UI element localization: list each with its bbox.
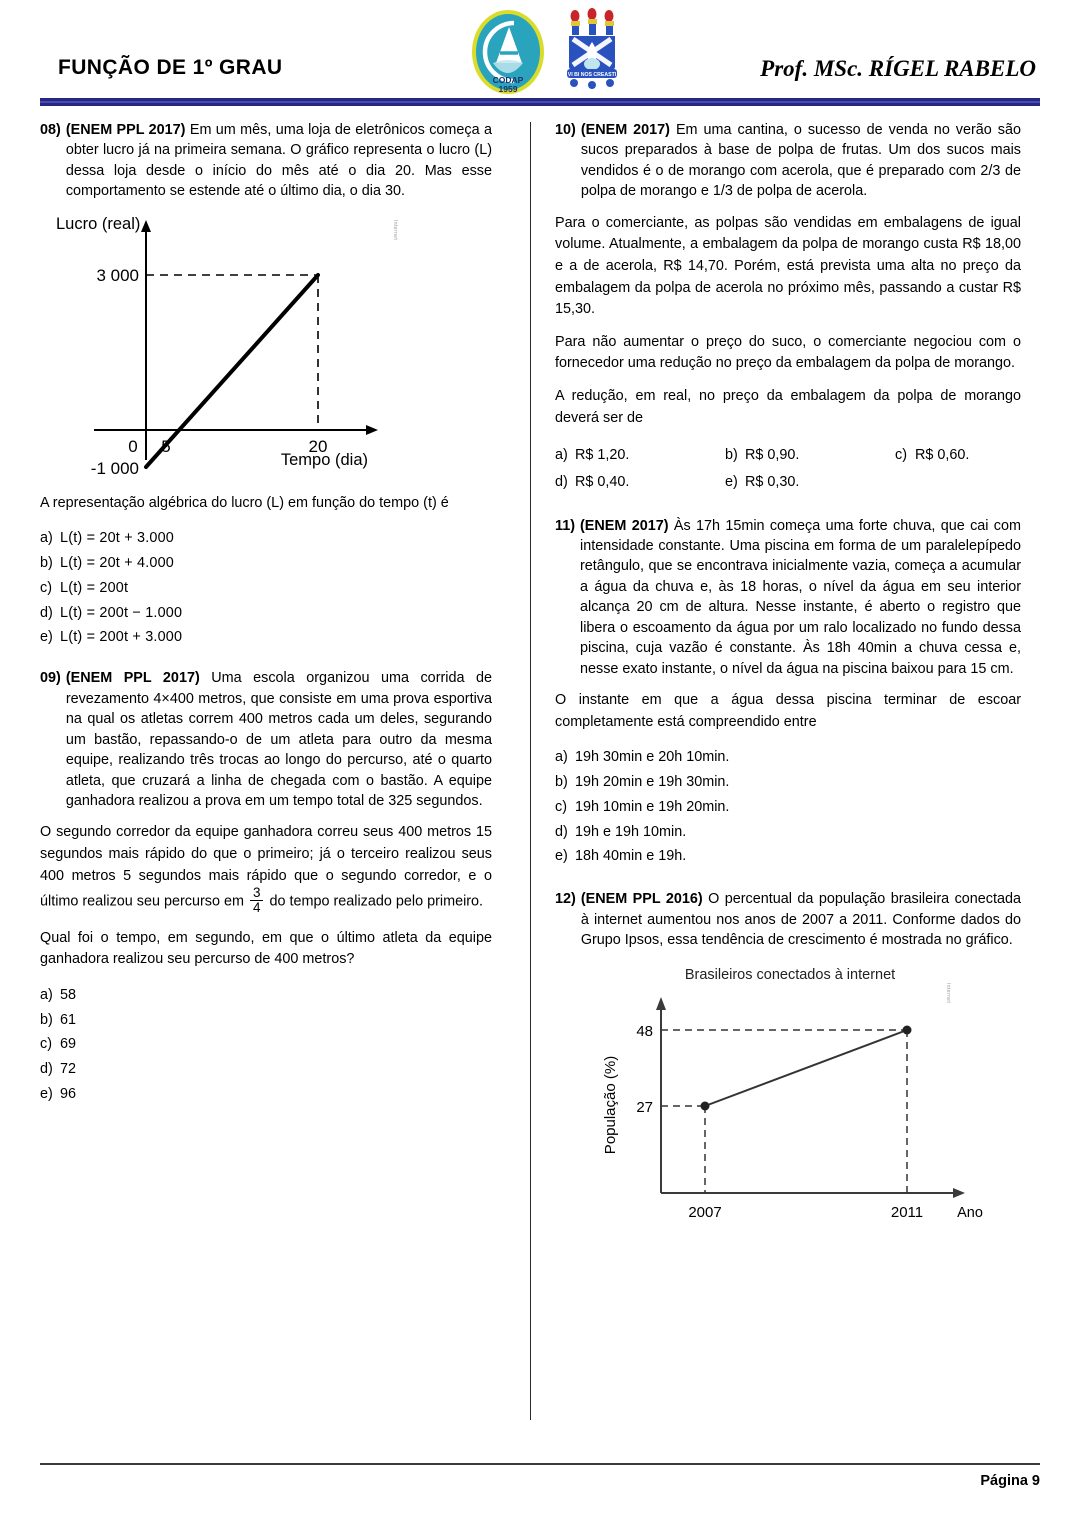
question-12-number: 12) [555,891,576,908]
question-11-source: (ENEM 2017) [580,517,669,534]
question-11 [555,516,1021,680]
question-08-prompt: A representação algébrica do lucro (L) em função do tempo (t) é [40,494,449,511]
page-footer [40,1463,1040,1489]
option-value: L(t) = 200t − 1.000 [60,604,183,621]
chart2-title: Brasileiros conectados à internet [684,966,896,983]
option-label: a) [40,530,53,547]
column-divider [530,122,531,1420]
question-10-option-c[interactable] [895,442,1065,469]
option-label: c) [555,798,567,815]
question-08-statement [66,120,492,202]
question-10-statement [581,120,1021,202]
option-label: a) [555,749,568,766]
chart1-xtick-20: 20 [308,436,328,456]
question-11-option-d[interactable] [555,820,1021,845]
option-label: d) [555,473,568,490]
option-label: d) [555,823,568,840]
option-value: 19h 20min e 19h 30min. [575,774,730,791]
chart1-ytick-neg1000: -1 000 [90,458,139,477]
question-09-statement-text: Uma escola organizou uma corrida de revezamento 4×400 metros, que consiste em uma prova esportiva na qual os atletas correm 400 metros cada um deles, segurando um bastão, repassando-o de um atleta para outro da mesma equipe, realizando três trocas ao longo do percurso, até o quarto atleta, que cruzará a linha de chegada com o bastão. A equipe ganhadora realizou a prova em um tempo total de 325 segundos. [65,670,492,809]
question-08-option-c[interactable] [40,576,492,601]
question-08-option-b[interactable] [40,551,492,576]
page-number: Página 9 [980,1473,1040,1489]
question-11-option-c[interactable] [555,795,1021,820]
option-value: R$ 0,90. [745,447,800,464]
option-label: d) [40,1061,53,1078]
ufs-motto-text: VI BI NOS CREASTI [567,72,617,78]
question-08-option-d[interactable] [40,601,492,626]
option-value: L(t) = 200t [60,579,129,596]
option-label: a) [555,447,568,464]
question-11-option-a[interactable] [555,745,1021,770]
option-label: d) [40,604,53,621]
option-value: 58 [60,986,77,1003]
question-09 [40,668,492,811]
question-09-prompt: Qual foi o tempo, em segundo, em que o último atleta da equipe ganhadora realizou seu percurso de 400 metros? [40,929,492,968]
chart1-xtick-0: 0 [128,436,138,456]
question-10-number: 10) [555,122,576,138]
option-label: b) [725,447,738,464]
chart1-xlabel: Tempo (dia) [280,450,368,469]
question-11-options [555,745,1021,869]
question-10-prompt: A redução, em real, no preço da embalagem da polpa de morango deverá ser de [555,388,1021,426]
ufs-coat-of-arms-icon [561,8,623,96]
page-title: FUNÇÃO DE 1º GRAU [58,56,283,79]
option-label: c) [40,1036,52,1053]
question-11-option-e[interactable] [555,844,1021,869]
question-11-statement-text: Às 17h 15min começa uma forte chuva, que cai com intensidade constante. Uma piscina em forma de um paralelepípedo retângulo, que se encontrava inicialmente vazia, começa a acumular a água da chuva e, às 18 horas, o nível da água em seu interior alcança 20 cm de altura. Nesse instante, é aberto o registro que libera o escoamento da água por um ralo localizado no fundo dessa piscina, cuja vazão é constante. Às 18h 40min a chuva cessa e, nesse exato instante, o nível da água na piscina baixou para 15 cm. [580,517,1021,677]
option-value: 96 [60,1085,77,1102]
svg-text:CODAP: CODAP [492,75,524,85]
question-12-source: (ENEM PPL 2016) [580,891,703,908]
option-value: 61 [60,1011,77,1028]
question-09-paragraph-1b: do tempo realizado pelo primeiro. [265,893,484,910]
option-value: R$ 0,60. [915,447,970,464]
question-09-option-d[interactable] [40,1057,492,1082]
fraction-three-quarters [250,886,264,915]
header-divider-rule [40,98,1040,106]
content-columns [40,120,1040,1420]
chart2-xlabel: Ano [957,1204,983,1221]
option-value: L(t) = 200t + 3.000 [60,629,183,646]
option-value: 19h 30min e 20h 10min. [575,749,730,766]
option-label: e) [40,1085,53,1102]
question-10-statement-text: Em uma cantina, o sucesso de venda no verão são sucos preparados à base de polpa de frutas. Um dos sucos mais vendidos é o de morango com acerola, que é preparado com 2/3 de polpa de morango e 1/3 de polpa de acerola. [580,122,1021,200]
question-09-paragraph-1a: O segundo corredor da equipe ganhadora correu seus 400 metros 15 segundos mais rápido do que o primeiro; já o terceiro realizou seus 400 metros 5 segundos mais rápido que o segundo corredor, e o último realizou seu percurso em [40,824,492,910]
figure-1-watermark: Internet [392,219,398,240]
chart2-ytick-48: 48 [636,1022,653,1040]
option-value: L(t) = 20t + 3.000 [60,530,175,547]
question-10 [555,120,1021,202]
question-09-option-a[interactable] [40,983,492,1008]
question-09-option-e[interactable] [40,1082,492,1107]
option-label: c) [40,579,52,596]
question-08-options [40,526,492,650]
question-11-statement [580,516,1021,680]
fraction-denominator: 4 [250,900,264,915]
question-12 [555,889,1021,950]
figure-lucro-tempo [40,212,492,482]
chart1-ytick-3000: 3 000 [96,265,139,285]
question-10-option-a[interactable] [555,442,725,469]
question-08-number: 08) [40,122,61,138]
question-10-source: (ENEM 2017) [580,122,670,138]
question-11-prompt: O instante em que a água dessa piscina terminar de escoar completamente está compreendido entre [555,692,1021,730]
footer-divider-rule [40,1463,1040,1465]
chart2-xtick-2011: 2011 [890,1203,924,1221]
figure-2-watermark: Internet [945,982,951,1003]
chart-lucro-tempo [46,212,426,477]
option-value: 19h e 19h 10min. [575,823,687,840]
question-08-statement-text: Em um mês, uma loja de eletrônicos começa a obter lucro já na primeira semana. O gráfico representa o lucro (L) dessa loja desde o início do mês até o dia 20. Mas esse comportamento se estende até o último dia, o dia 30. [65,122,492,200]
option-label: e) [555,848,568,865]
option-value: 19h 10min e 19h 20min. [575,798,730,815]
chart1-ylabel: Lucro (real) [56,214,141,233]
option-value: R$ 0,30. [745,473,800,490]
option-value: 18h 40min e 19h. [575,848,687,865]
option-label: c) [895,447,907,464]
question-10-paragraph-1: Para o comerciante, as polpas são vendidas em embalagens de igual volume. Atualmente, a embalagem da polpa de morango custa R$ 18,00 e a de acerola, R$ 14,70. Porém, está prevista uma alta no preço da embalagem da polpa de acerola no próximo mês, passando a custar R$ 15,30. [555,214,1021,318]
question-09-statement [66,668,492,811]
option-label: b) [555,774,568,791]
option-label: b) [40,555,53,572]
professor-name: Prof. MSc. RÍGEL RABELO [760,56,1036,81]
chart2-xtick-2007: 2007 [688,1203,722,1221]
question-10-paragraph-2: Para não aumentar o preço do suco, o comerciante negociou com o fornecedor uma redução no preço da embalagem da polpa de morango. [555,333,1021,372]
chart2-ylabel: População (%) [602,1055,619,1154]
question-10-option-e[interactable] [725,469,895,496]
right-column [551,120,1021,1420]
option-label: b) [40,1011,53,1028]
figure-brasileiros-internet [555,965,1021,1240]
fraction-numerator: 3 [252,885,261,901]
page-header [40,0,1040,112]
question-08-option-a[interactable] [40,526,492,551]
question-09-option-b[interactable] [40,1008,492,1033]
option-value: R$ 0,40. [575,473,630,490]
question-09-source: (ENEM PPL 2017) [65,670,200,687]
question-12-statement [581,889,1021,950]
left-column [40,120,510,1420]
svg-text:1959: 1959 [498,84,518,94]
question-09-options [40,983,492,1107]
option-label: a) [40,986,53,1003]
question-08-source: (ENEM PPL 2017) [65,122,186,138]
question-11-option-b[interactable] [555,770,1021,795]
question-09-option-c[interactable] [40,1032,492,1057]
option-label: e) [725,473,738,490]
chart2-ytick-27: 27 [636,1098,653,1116]
option-value: 72 [60,1061,77,1078]
chart-brasileiros-internet [585,965,995,1235]
question-11-number: 11) [555,517,576,534]
question-10-options [555,442,1021,495]
option-label: e) [40,629,53,646]
question-12-statement-text: O percentual da população brasileira conectada à internet aumentou nos anos de 2007 a 2011. Conforme dados do Grupo Ipsos, essa tendência de crescimento é mostrada no gráfico. [580,891,1021,949]
option-value: R$ 1,20. [575,447,630,464]
question-08-option-e[interactable] [40,625,492,650]
question-08 [40,120,492,202]
question-09-paragraph-1 [40,822,492,916]
chart1-xtick-5: 5 [161,436,171,456]
question-09-number: 09) [40,670,61,687]
question-10-option-d[interactable] [555,469,725,496]
question-10-option-b[interactable] [725,442,895,469]
codap-logo-icon [469,7,547,97]
option-value: 69 [60,1036,77,1053]
header-logos [446,4,646,100]
option-value: L(t) = 20t + 4.000 [60,555,175,572]
